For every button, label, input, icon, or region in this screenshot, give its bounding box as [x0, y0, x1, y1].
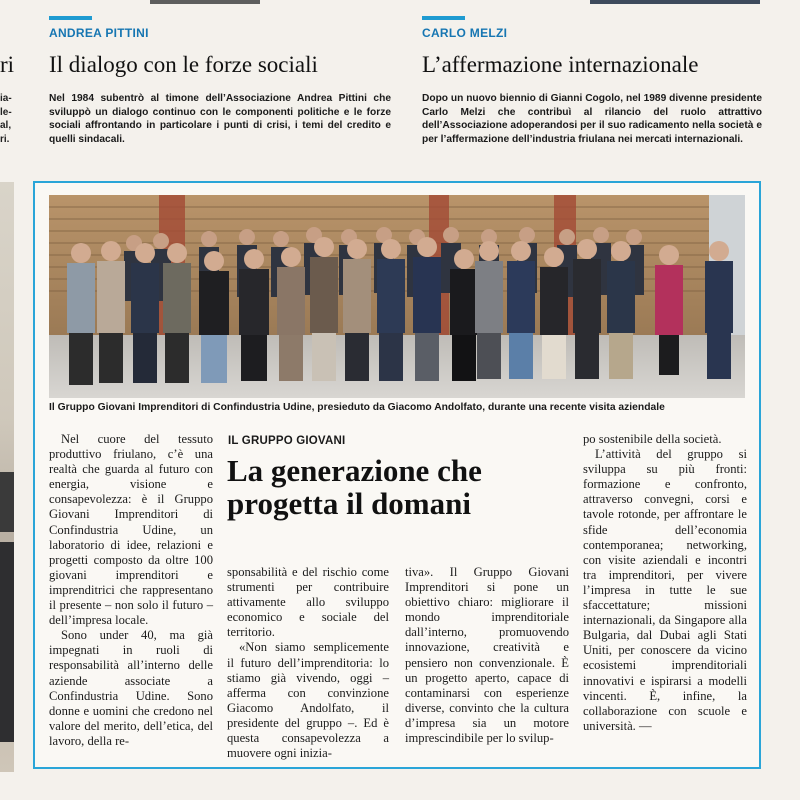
- feature-title: La generazione che progetta il domani: [227, 453, 482, 521]
- paragraph: po sostenibile della società.: [583, 432, 722, 446]
- left-fragment-headline: ri: [0, 52, 15, 77]
- article-headline: Il dialogo con le forze sociali: [49, 52, 318, 77]
- author-accent-bar: [49, 16, 92, 20]
- top-image-edge: [150, 0, 260, 4]
- article-body: Nel 1984 subentrò al timone dell’Associazione Andrea Pittini che sviluppò un dialogo continuo con le componenti politiche e le forze sociali affrontando in particolare i punti di crisi, i temi del credito e quelli sindacali.: [49, 93, 391, 145]
- neighbour-photo-edge: [0, 182, 14, 772]
- article-headline: L’affermazione internazionale: [422, 52, 699, 77]
- section-kicker: IL GRUPPO GIOVANI: [228, 435, 346, 447]
- group-photo: [49, 195, 745, 398]
- paragraph: «Non siamo semplicemente il futuro dell’imprenditoria: lo stiamo già vivendo, oggi – afferma con convinzione Giacomo Andolfato, il presidente del gruppo –. Ed è questa consapevolezza a muovere ogni inizia-: [227, 640, 389, 761]
- text-column-2: [227, 565, 389, 761]
- top-image-edge: [590, 0, 760, 4]
- left-fragment-text: ia- le- al, ri.: [0, 93, 12, 145]
- article-body: Dopo un nuovo biennio di Gianni Cogolo, nel 1989 divenne presidente Carlo Melzi che contribuì al rilancio del ruolo attrattivo dell’Associazione adoperandosi per il suo radicamento nella società e per l’affermazione dell’industria friulana nei mercati internazionali.: [422, 93, 762, 145]
- author-name: ANDREA PITTINI: [49, 26, 149, 40]
- author-accent-bar: [422, 16, 465, 20]
- text-column-3: [405, 565, 569, 746]
- author-name: CARLO MELZI: [422, 26, 508, 40]
- paragraph: Nel cuore del tessuto produttivo friulano, c’è una realtà che guarda al futuro con energia, visione e consapevolezza: è il Gruppo Giovani Imprenditori di Confindustria Udine, un laboratorio di idee, relazioni e progetti composto da oltre 100 giovani imprenditori e imprenditrici che rappresentano il presente – non solo il futuro – dell’impresa locale.: [49, 432, 213, 628]
- paragraph: tiva». Il Gruppo Giovani Imprenditori si pone un obiettivo chiaro: migliorare il mondo imprenditoriale dall’interno, promuovendo innovazione, creatività e pensiero non convenzionale. È un progetto aperto, capace di contaminarsi con esperienze diverse, convinto che la cultura d’impresa sia un motore imprescindibile per lo svilup-: [405, 565, 569, 746]
- photo-caption: Il Gruppo Giovani Imprenditori di Confindustria Udine, presieduto da Giacomo Andolfato, durante una recente visita aziendale: [49, 402, 665, 413]
- paragraph: L’attività del gruppo si sviluppa su più fronti: formazione e confronto, attraverso convegni, corsi e tavole rotonde, per affrontare le sfide dell’economia contemporanea; networking, con visite aziendali e incontri tra imprenditori, per vivere l’impresa in tutte le sue sfaccettature; missioni internazionali, da Singapore alla Bulgaria, dal Dubai agli Stati Uniti, per conoscere da vicino ecosistemi imprenditoriali innovativi e ispirarsi a modelli vincenti. È, infine, la collaborazione con scuole e università. —: [583, 447, 747, 733]
- text-column-4: [583, 432, 747, 734]
- text-column-1: [49, 432, 213, 749]
- paragraph: Sono under 40, ma già impegnati in ruoli di responsabilità all’interno delle aziende associate a Confindustria Udine. Sono donne e uomini che credono nel valore del merito, dell’etica, del lavoro, della re-: [49, 628, 213, 748]
- paragraph: sponsabilità e del rischio come strumenti per contribuire attivamente allo sviluppo economico e sociale del territorio.: [227, 565, 389, 640]
